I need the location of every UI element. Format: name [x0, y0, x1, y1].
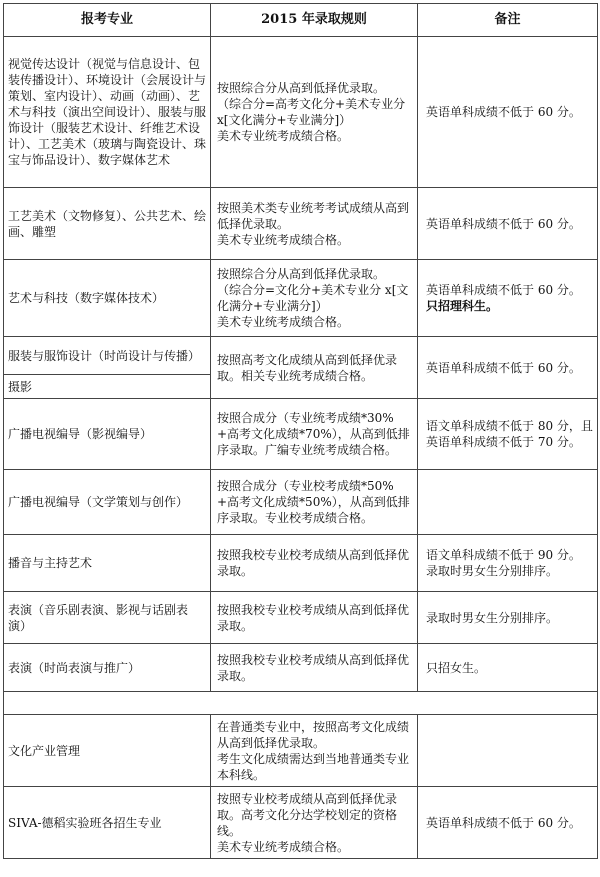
rule-line: 按照我校专业校考成绩从高到低择优录取。: [217, 652, 410, 683]
major-cell: 视觉传达设计（视觉与信息设计、包装传播设计）、环境设计（会展设计与策划、室内设计）、动画（动画）、艺术与科技（演出空间设计）、服装与服饰设计（服装艺术设计、纤维艺术设计）、工艺美术（玻璃与陶瓷设计、珠宝与饰品设计）、数字媒体艺术: [4, 37, 211, 188]
header-rule: 2015 年录取规则: [211, 4, 418, 37]
admission-rules-table: [3, 3, 598, 859]
header-major: 报考专业: [4, 4, 211, 37]
table-row: [4, 592, 598, 644]
major-cell: 表演（时尚表演与推广）: [4, 644, 211, 692]
major-cell: 播音与主持艺术: [4, 535, 211, 592]
table-row: [4, 787, 598, 859]
note-cell: [418, 470, 598, 535]
note-line: 语文单科成绩不低于 90 分。: [426, 548, 581, 562]
major-cell: 工艺美术（文物修复）、公共艺术、绘画、雕塑: [4, 188, 211, 260]
note-cell: [418, 188, 598, 260]
note-cell: [418, 715, 598, 787]
rule-cell: [211, 787, 418, 859]
rule-line: 在普通类专业中，按照高考文化成绩从高到低择优录取。: [217, 719, 410, 750]
table-row: [4, 470, 598, 535]
major-cell: 服装与服饰设计（时尚设计与传播）: [4, 337, 211, 375]
note-cell: [418, 260, 598, 337]
rule-line: 按照美术类专业统考考试成绩从高到低择优录取。: [217, 200, 410, 231]
rule-line: 美术专业统考成绩合格。: [217, 839, 350, 854]
note-line: 英语单科成绩不低于 60 分。: [426, 283, 581, 297]
note-line: 只招女生。: [426, 660, 487, 675]
table-row: [4, 644, 598, 692]
table-row: [4, 399, 598, 470]
rule-cell: [211, 592, 418, 644]
major-cell: 摄影: [4, 375, 211, 399]
rule-line: 按照合成分（专业统考成绩*30%+高考文化成绩*70%），从高到低排序录取。广编专业统考成绩合格。: [217, 411, 410, 457]
rule-line: 美术专业统考成绩合格。: [217, 129, 350, 143]
major-cell: 表演（音乐剧表演、影视与话剧表演）: [4, 592, 211, 644]
rule-line: 美术专业统考成绩合格。: [217, 315, 350, 329]
rule-line: 按照合成分（专业校考成绩*50%+高考文化成绩*50%），从高到低排序录取。专业校考成绩合格。: [217, 479, 410, 525]
rule-line: 按照我校专业校考成绩从高到低择优录取。: [217, 602, 410, 633]
rule-line: 按照高考文化成绩从高到低择优录取。相关专业统考成绩合格。: [217, 352, 398, 383]
rule-line: 考生文化成绩需达到当地普通类专业本科线。: [217, 751, 410, 782]
rule-cell: [211, 337, 418, 399]
note-cell: [418, 337, 598, 399]
note-cell: [418, 399, 598, 470]
note-cell: [418, 592, 598, 644]
note-cell: [418, 787, 598, 859]
table-row: [4, 337, 598, 375]
major-cell: 文化产业管理: [4, 715, 211, 787]
note-line: 英语单科成绩不低于 60 分。: [426, 105, 581, 119]
table-header-row: [4, 4, 598, 37]
rule-cell: [211, 535, 418, 592]
separator-row: [4, 692, 598, 715]
note-line: 录取时男女生分别排序。: [426, 564, 559, 578]
rule-line: （综合分=高考文化分+美术专业分 x[文化满分+专业满分]）: [217, 97, 406, 127]
major-cell: 广播电视编导（影视编导）: [4, 399, 211, 470]
table-row: [4, 715, 598, 787]
major-cell: SIVA-德稻实验班各招生专业: [4, 787, 211, 859]
rule-cell: [211, 644, 418, 692]
note-cell: [418, 37, 598, 188]
rule-line: 美术专业统考成绩合格。: [217, 232, 350, 247]
note-line: 英语单科成绩不低于 60 分。: [426, 216, 581, 231]
note-line: 英语单科成绩不低于 60 分。: [426, 815, 581, 830]
rule-line: 按照我校专业校考成绩从高到低择优录取。: [217, 548, 410, 578]
note-line: 录取时男女生分别排序。: [426, 610, 559, 625]
note-cell: [418, 535, 598, 592]
note-line: 英语单科成绩不低于 60 分。: [426, 360, 581, 375]
rule-cell: [211, 188, 418, 260]
rule-cell: [211, 37, 418, 188]
rule-cell: [211, 260, 418, 337]
rule-cell: [211, 715, 418, 787]
note-line: 只招理科生。: [426, 299, 499, 313]
major-cell: 广播电视编导（文学策划与创作）: [4, 470, 211, 535]
header-note: 备注: [418, 4, 598, 37]
rule-line: 按照专业校考成绩从高到低择优录取。高考文化分达学校划定的资格线。: [217, 791, 398, 838]
note-line: 语文单科成绩不低于 80 分，且英语单科成绩不低于 70 分。: [426, 419, 593, 449]
major-cell: 艺术与科技（数字媒体技术）: [4, 260, 211, 337]
rule-cell: [211, 470, 418, 535]
rule-line: 按照综合分从高到低择优录取。: [217, 267, 386, 281]
table-row: [4, 37, 598, 188]
rule-cell: [211, 399, 418, 470]
table-row: [4, 535, 598, 592]
separator-cell: [4, 692, 598, 715]
note-cell: [418, 644, 598, 692]
table-row: [4, 260, 598, 337]
rule-line: （综合分=文化分+美术专业分 x[文化满分+专业满分]）: [217, 283, 409, 313]
table-row: [4, 188, 598, 260]
rule-line: 按照综合分从高到低择优录取。: [217, 81, 386, 95]
